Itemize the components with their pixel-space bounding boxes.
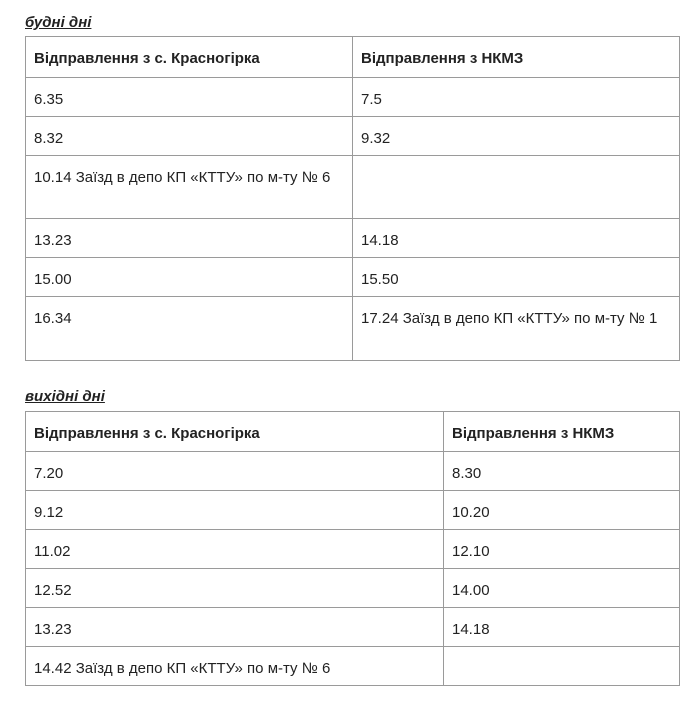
weekend-section-title: вихідні дні xyxy=(25,388,105,405)
departure-krasnohirka: 13.23 xyxy=(26,608,444,647)
table-row xyxy=(26,78,680,117)
table-row xyxy=(26,647,680,686)
header-from-nkmz: Відправлення з НКМЗ xyxy=(353,37,680,78)
departure-nkmz: 8.30 xyxy=(444,452,680,491)
departure-krasnohirka: 8.32 xyxy=(26,117,353,156)
departure-krasnohirka: 14.42 Заїзд в депо КП «КТТУ» по м-ту № 6 xyxy=(26,647,444,686)
departure-krasnohirka: 13.23 xyxy=(26,219,353,258)
table-row xyxy=(26,258,680,297)
departure-nkmz xyxy=(353,156,680,219)
departure-nkmz: 9.32 xyxy=(353,117,680,156)
table-header-row xyxy=(26,412,680,452)
table-row xyxy=(26,530,680,569)
departure-nkmz: 14.18 xyxy=(444,608,680,647)
departure-krasnohirka: 11.02 xyxy=(26,530,444,569)
departure-krasnohirka: 16.34 xyxy=(26,297,353,361)
departure-nkmz: 17.24 Заїзд в депо КП «КТТУ» по м-ту № 1 xyxy=(353,297,680,361)
table-row xyxy=(26,297,680,361)
departure-krasnohirka: 15.00 xyxy=(26,258,353,297)
departure-krasnohirka: 6.35 xyxy=(26,78,353,117)
departure-nkmz xyxy=(444,647,680,686)
weekday-schedule-table xyxy=(25,36,680,361)
weekend-schedule-table xyxy=(25,411,680,686)
departure-krasnohirka: 10.14 Заїзд в депо КП «КТТУ» по м-ту № 6 xyxy=(26,156,353,219)
table-row xyxy=(26,452,680,491)
departure-nkmz: 14.18 xyxy=(353,219,680,258)
header-from-krasnohirka: Відправлення з с. Красногірка xyxy=(26,37,353,78)
table-row xyxy=(26,608,680,647)
departure-krasnohirka: 7.20 xyxy=(26,452,444,491)
departure-krasnohirka: 9.12 xyxy=(26,491,444,530)
table-row xyxy=(26,491,680,530)
departure-nkmz: 10.20 xyxy=(444,491,680,530)
header-from-nkmz: Відправлення з НКМЗ xyxy=(444,412,680,452)
departure-krasnohirka: 12.52 xyxy=(26,569,444,608)
table-row xyxy=(26,117,680,156)
departure-nkmz: 15.50 xyxy=(353,258,680,297)
table-row xyxy=(26,219,680,258)
departure-nkmz: 12.10 xyxy=(444,530,680,569)
table-row xyxy=(26,569,680,608)
table-row xyxy=(26,156,680,219)
departure-nkmz: 14.00 xyxy=(444,569,680,608)
header-from-krasnohirka: Відправлення з с. Красногірка xyxy=(26,412,444,452)
table-header-row xyxy=(26,37,680,78)
departure-nkmz: 7.5 xyxy=(353,78,680,117)
weekday-section-title: будні дні xyxy=(25,14,92,31)
